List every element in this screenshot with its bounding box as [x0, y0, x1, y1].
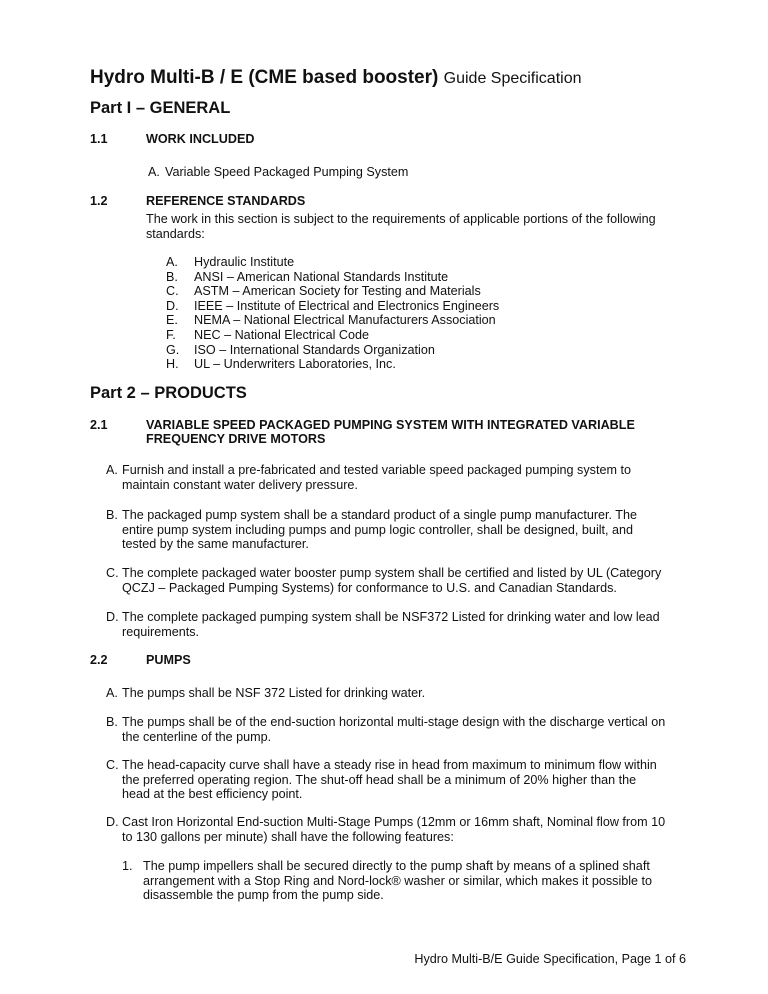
- list-letter: D.: [166, 298, 179, 313]
- paragraph-line: The complete packaged pumping system shall be NSF372 Listed for drinking water and low lead: [122, 610, 660, 624]
- paragraph-line: The work in this section is subject to the requirements of applicable portions of the following: [146, 212, 656, 226]
- paragraph-line: standards:: [146, 227, 205, 241]
- list-number: 1.: [122, 859, 133, 873]
- list-text: ASTM – American Society for Testing and Materials: [194, 284, 481, 299]
- list-text: Hydraulic Institute: [194, 255, 295, 269]
- paragraph-line: the preferred operating region. The shut-off head shall be a minimum of 20% higher than the: [122, 772, 637, 787]
- paragraph-line: The pumps shall be of the end-suction horizontal multi-stage design with the discharge vertical on: [122, 715, 666, 729]
- section-number: 2.1: [90, 418, 108, 432]
- list-text: ANSI – American National Standards Institute: [194, 269, 449, 284]
- paragraph-line: maintain constant water delivery pressure.: [122, 477, 358, 492]
- title-main: Hydro Multi-B / E (CME based booster): [90, 67, 439, 88]
- document-title: [90, 67, 582, 90]
- paragraph-line: requirements.: [122, 624, 199, 639]
- paragraph-line: Cast Iron Horizontal End-suction Multi-Stage Pumps (12mm or 16mm shaft, Nominal flow from 10: [122, 815, 666, 829]
- list-letter: G.: [166, 342, 180, 357]
- paragraph-line: tested by the same manufacturer.: [122, 537, 309, 552]
- part1-heading: Part I – GENERAL: [90, 99, 231, 117]
- list-text: Variable Speed Packaged Pumping System: [165, 165, 409, 179]
- section-heading: VARIABLE SPEED PACKAGED PUMPING SYSTEM WITH INTEGRATED VARIABLE: [146, 418, 635, 432]
- section-heading: FREQUENCY DRIVE MOTORS: [146, 432, 326, 446]
- list-letter: F.: [166, 328, 176, 342]
- paragraph-line: QCZJ – Packaged Pumping Systems) for conformance to U.S. and Canadian Standards.: [122, 580, 617, 595]
- list-letter: C.: [166, 284, 179, 299]
- paragraph-line: The pump impellers shall be secured directly to the pump shaft by means of a splined shaft: [143, 859, 650, 873]
- paragraph-line: The packaged pump system shall be a standard product of a single pump manufacturer. The: [122, 508, 638, 522]
- list-text: NEMA – National Electrical Manufacturers Association: [194, 313, 496, 328]
- list-letter: B.: [106, 508, 118, 522]
- section-heading: REFERENCE STANDARDS: [146, 194, 306, 208]
- section-number: 1.2: [90, 194, 108, 208]
- title-sub: Guide Specification: [443, 70, 582, 87]
- section-heading: PUMPS: [146, 653, 191, 667]
- list-letter: A.: [148, 165, 160, 179]
- part2-heading: Part 2 – PRODUCTS: [90, 384, 247, 402]
- page-footer: Hydro Multi-B/E Guide Specification, Page 1 of 6: [414, 952, 686, 966]
- paragraph-line: disassemble the pump from the pump side.: [143, 888, 384, 903]
- list-letter: E.: [166, 313, 178, 328]
- paragraph-line: the centerline of the pump.: [122, 729, 272, 744]
- section-number: 2.2: [90, 653, 108, 667]
- paragraph-line: head at the best efficiency point.: [122, 787, 303, 802]
- list-letter: C.: [106, 758, 119, 772]
- paragraph-line: to 130 gallons per minute) shall have the following features:: [122, 829, 454, 844]
- list-letter: D.: [106, 815, 119, 829]
- list-letter: A.: [106, 463, 118, 477]
- list-text: IEEE – Institute of Electrical and Electronics Engineers: [194, 298, 500, 313]
- paragraph-line: The pumps shall be NSF 372 Listed for drinking water.: [122, 686, 426, 700]
- section-heading: WORK INCLUDED: [146, 132, 255, 146]
- paragraph-line: arrangement with a Stop Ring and Nord-lock® washer or similar, which makes it possible to: [143, 873, 653, 888]
- list-letter: H.: [166, 357, 179, 372]
- list-letter: B.: [106, 715, 118, 729]
- section-number: 1.1: [90, 132, 108, 146]
- list-letter: A.: [106, 686, 118, 700]
- paragraph-line: entire pump system including pumps and pump logic controller, shall be designed, built, and: [122, 522, 634, 537]
- list-letter: C.: [106, 566, 119, 580]
- paragraph-line: The complete packaged water booster pump system shall be certified and listed by UL (Category: [122, 566, 662, 580]
- list-text: UL – Underwriters Laboratories, Inc.: [194, 357, 396, 372]
- list-letter: B.: [166, 269, 178, 284]
- list-letter: D.: [106, 610, 119, 624]
- list-letter: A.: [166, 255, 178, 269]
- list-text: NEC – National Electrical Code: [194, 328, 369, 342]
- list-text: ISO – International Standards Organization: [194, 342, 435, 357]
- paragraph-line: Furnish and install a pre-fabricated and tested variable speed packaged pumping system to: [122, 463, 631, 477]
- paragraph-line: The head-capacity curve shall have a steady rise in head from maximum to minimum flow within: [122, 758, 657, 772]
